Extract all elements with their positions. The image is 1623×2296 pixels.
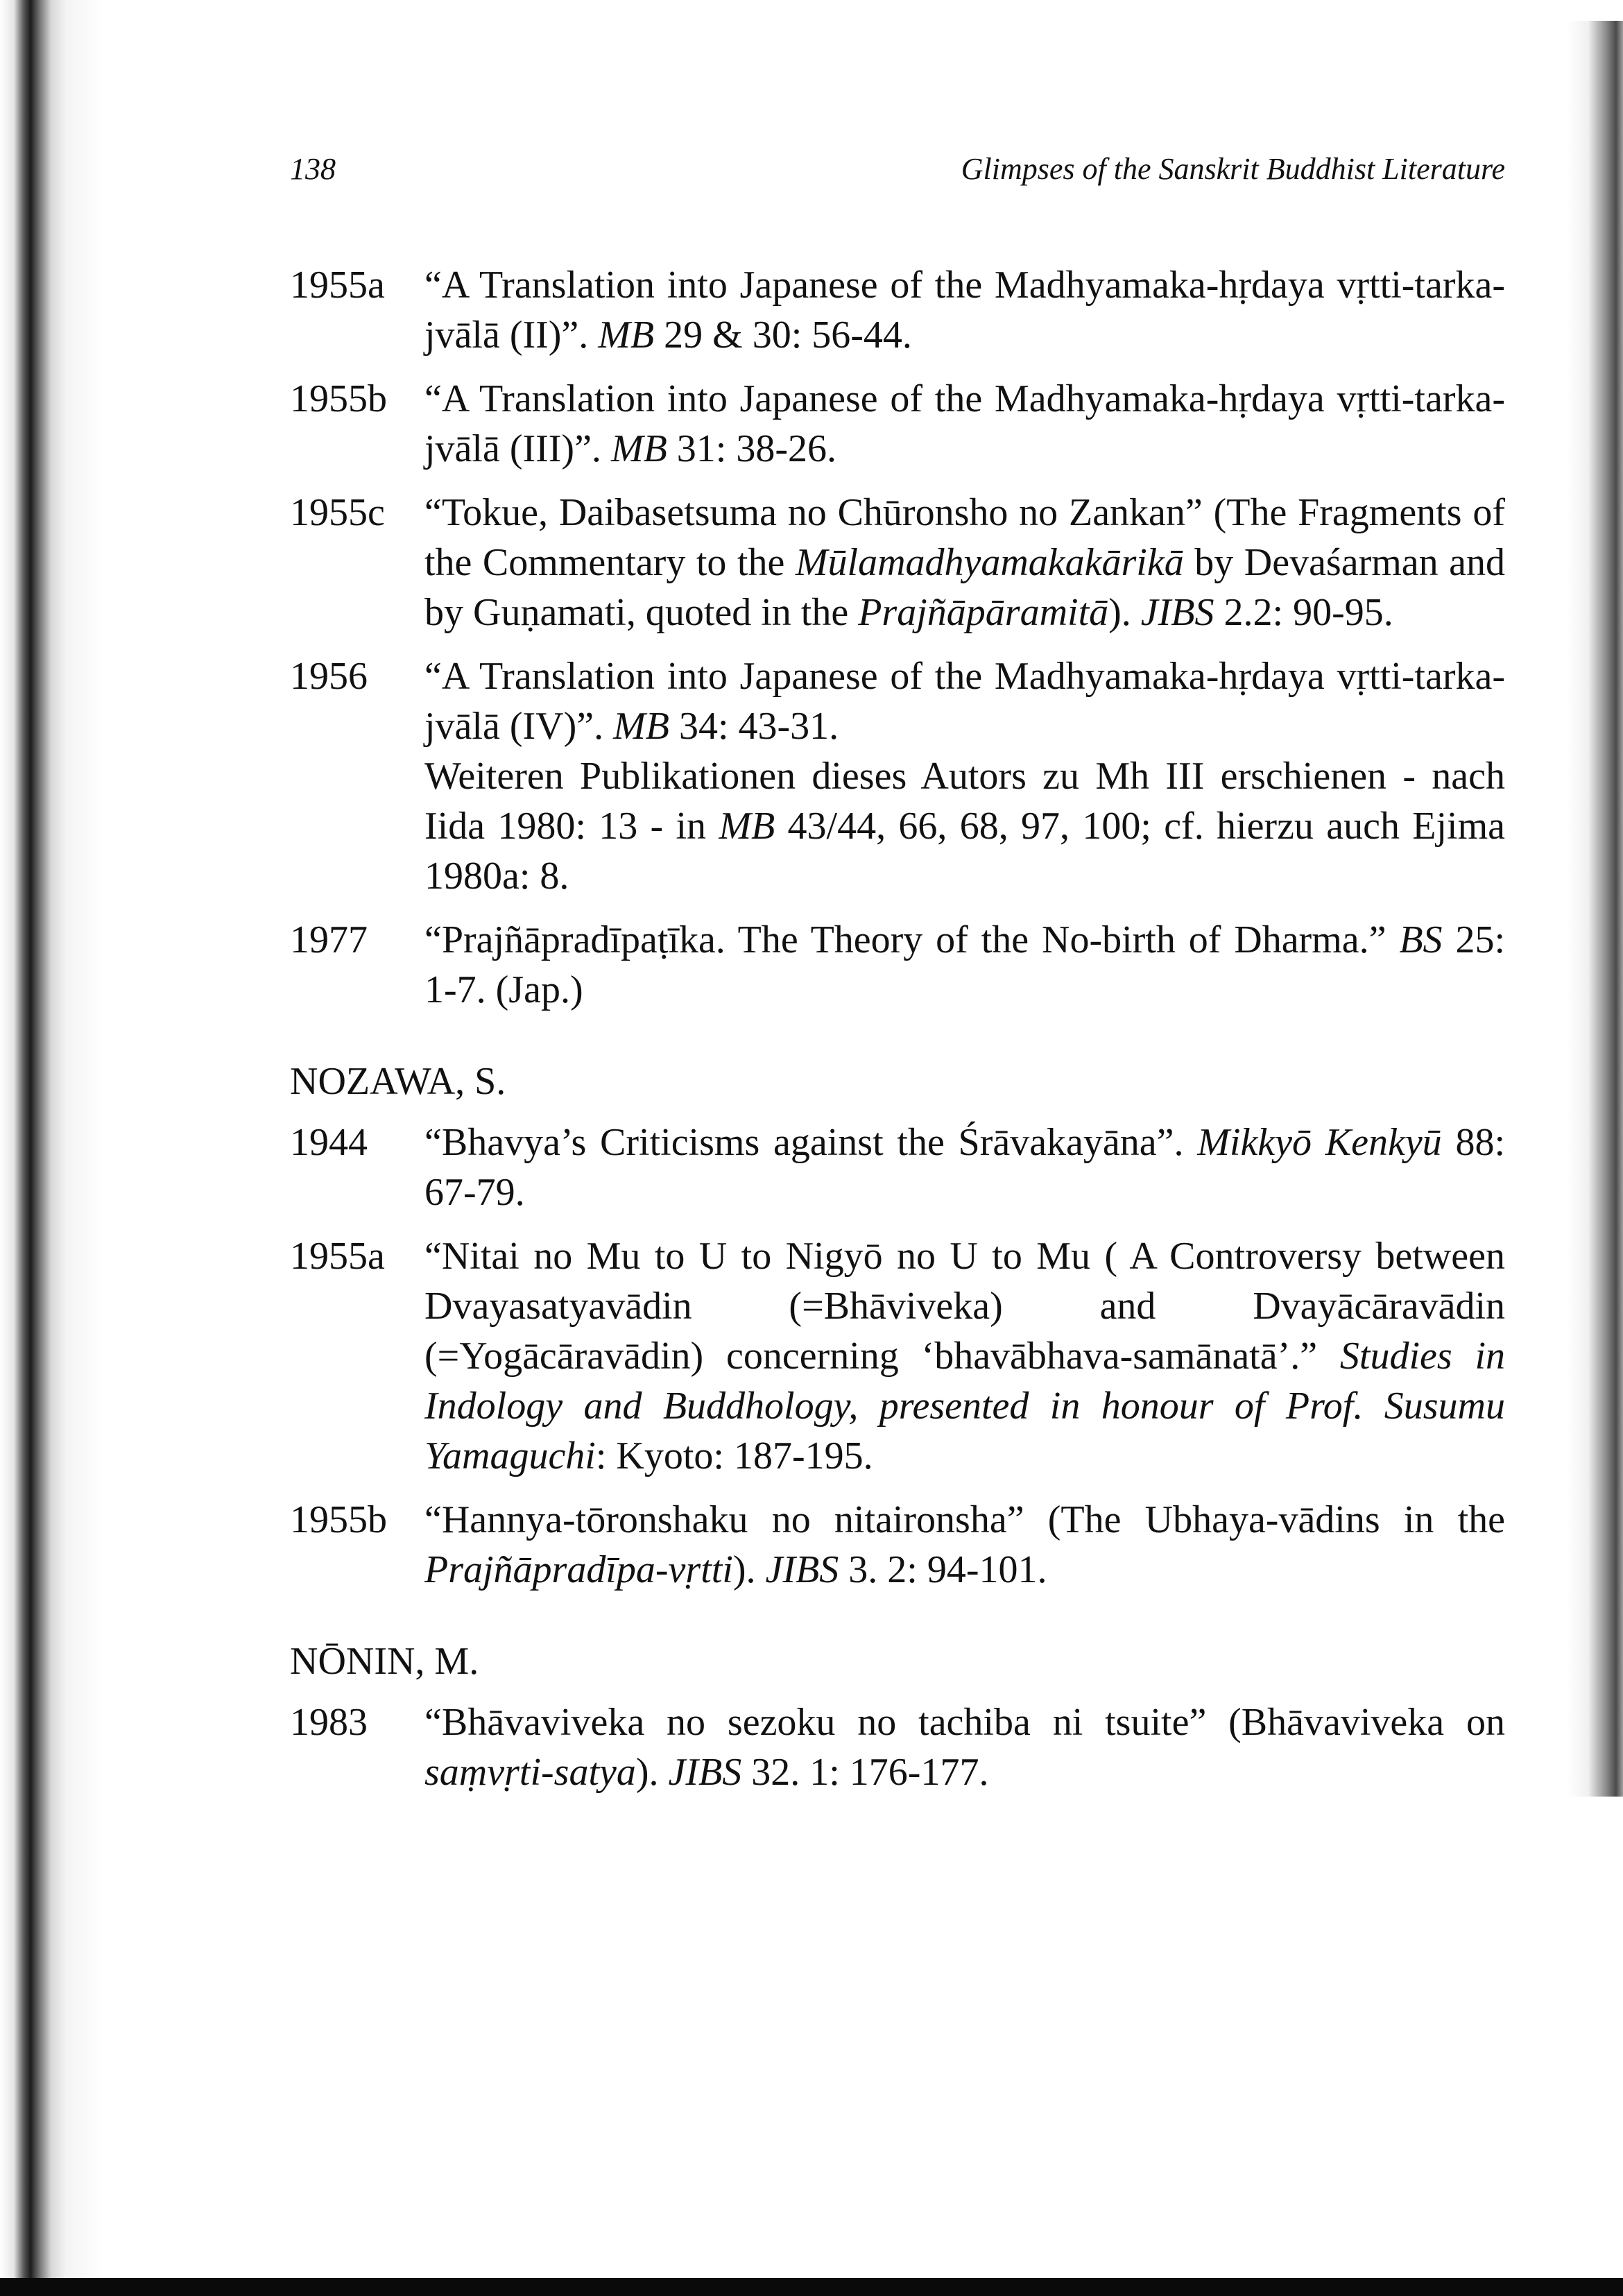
scan-edge-bottom [0,2278,1623,2296]
text-run: “A Translation into Japanese of the Madhyamaka-hṛdaya vṛtti-tarka-jvālā (III)”. [424,377,1505,470]
italic-text: BS [1399,918,1443,961]
text-run: ). [635,1751,669,1794]
entry-year: 1956 [290,655,368,698]
bibliography-entry [290,1495,1505,1595]
scan-edge-left [0,0,104,2296]
entry-citation [424,1495,1505,1595]
text-run: 43/44, 66, 68, 97, 100; cf. hierzu auch Ejima 1980a: 8. [424,805,1505,898]
italic-text: JIBS [1140,591,1214,634]
author-heading: NOZAWA, S. [290,1060,506,1103]
running-title: Glimpses of the Sanskrit Buddhist Literature [961,152,1505,186]
text-run: 34: 43-31. [669,705,839,748]
text-run: Weiteren Publikationen dieses Autors zu Mh III erschienen - nach Iida 1980: 13 - in [424,755,1505,848]
italic-text: MB [610,427,667,470]
text-run: “Prajñāpradīpaṭīka. The Theory of the No-birth of Dharma.” [424,918,1400,961]
text-run: 31: 38-26. [667,427,837,470]
entry-year: 1944 [290,1121,368,1164]
text-run: : Kyoto: 187-195. [595,1434,873,1477]
entry-citation [424,651,1505,901]
entry-year: 1955a [290,1235,385,1278]
scan-edge-right [1568,21,1623,1797]
entry-year: 1955b [290,377,387,420]
text-run: 3. 2: 94-101. [839,1548,1047,1591]
bibliography-entry [290,1231,1505,1481]
italic-text: JIBS [765,1548,839,1591]
text-run: 88: 67-79. [424,1121,1505,1214]
page-number: 138 [290,152,336,186]
entry-citation [424,915,1505,1015]
text-run: “Bhavya’s Criticisms against the Śrāvakayāna”. [424,1121,1198,1164]
italic-text: JIBS [668,1751,742,1794]
bibliography-section [290,1636,1505,1797]
bibliography-entry [290,915,1505,1015]
italic-text: Prajñāpradīpa-vṛtti [424,1548,733,1591]
bibliography-content [290,260,1505,1839]
italic-text: Mūlamadhyamakakārikā [795,541,1184,584]
entry-citation [424,1117,1505,1217]
bibliography-entry [290,651,1505,901]
italic-text: Prajñāpāramitā [858,591,1109,634]
entry-year: 1977 [290,918,368,961]
entry-year: 1983 [290,1701,368,1744]
bibliography-entry [290,1697,1505,1797]
bibliography-entry [290,374,1505,474]
text-run: ). [1108,591,1141,634]
text-run: by Devaśarman and by Guṇamati, quoted in the [424,541,1506,634]
entry-citation [424,260,1505,360]
bibliography-entry [290,260,1505,360]
text-run: “Hannya-tōronshaku no nitaironsha” (The Ubhaya-vādins in the [424,1498,1505,1541]
italic-text: saṃvṛti-satya [424,1751,636,1794]
text-run: “Nitai no Mu to U to Nigyō no U to Mu ( A Controversy between Dvayasatyavādin (=Bhāviveka) and Dvayācāravādin (=Yogācāravādin) concerning ‘bhavābhava-samānatā’.” [424,1235,1505,1378]
page-header [290,151,1505,193]
entry-citation [424,1231,1505,1481]
text-run: 25: 1-7. (Jap.) [424,918,1505,1011]
bibliography-section [290,260,1505,1015]
text-run: “A Translation into Japanese of the Madhyamaka-hṛdaya vṛtti-tarka-jvālā (II)”. [424,264,1505,357]
bibliography-entry [290,1117,1505,1217]
entry-citation [424,1697,1505,1797]
italic-text: Mikkyō Kenkyū [1197,1121,1442,1164]
author-heading: NŌNIN, M. [290,1640,479,1683]
italic-text: MB [613,705,669,748]
text-run: ). [732,1548,766,1591]
entry-note [424,751,1505,901]
italic-text: Studies in Indology and Buddhology, presented in honour of Prof. Susumu Yamaguchi [424,1335,1505,1477]
text-run: 2.2: 90-95. [1214,591,1393,634]
text-run: “A Translation into Japanese of the Madhyamaka-hṛdaya vṛtti-tarka-jvālā (IV)”. [424,655,1505,748]
entry-citation [424,374,1505,474]
text-run: 32. 1: 176-177. [741,1751,989,1794]
bibliography-entry [290,488,1505,637]
text-run: 29 & 30: 56-44. [654,314,912,357]
entry-year: 1955c [290,491,385,534]
entry-citation [424,488,1505,637]
entry-year: 1955b [290,1498,387,1541]
text-run: “Bhāvaviveka no sezoku no tachiba ni tsuite” (Bhāvaviveka on [424,1701,1505,1744]
bibliography-section [290,1056,1505,1595]
text-run: “Tokue, Daibasetsuma no Chūronsho no Zankan” (The Fragments of the Commentary to the [424,491,1505,584]
entry-year: 1955a [290,264,385,307]
italic-text: MB [719,805,775,848]
italic-text: MB [598,314,655,357]
